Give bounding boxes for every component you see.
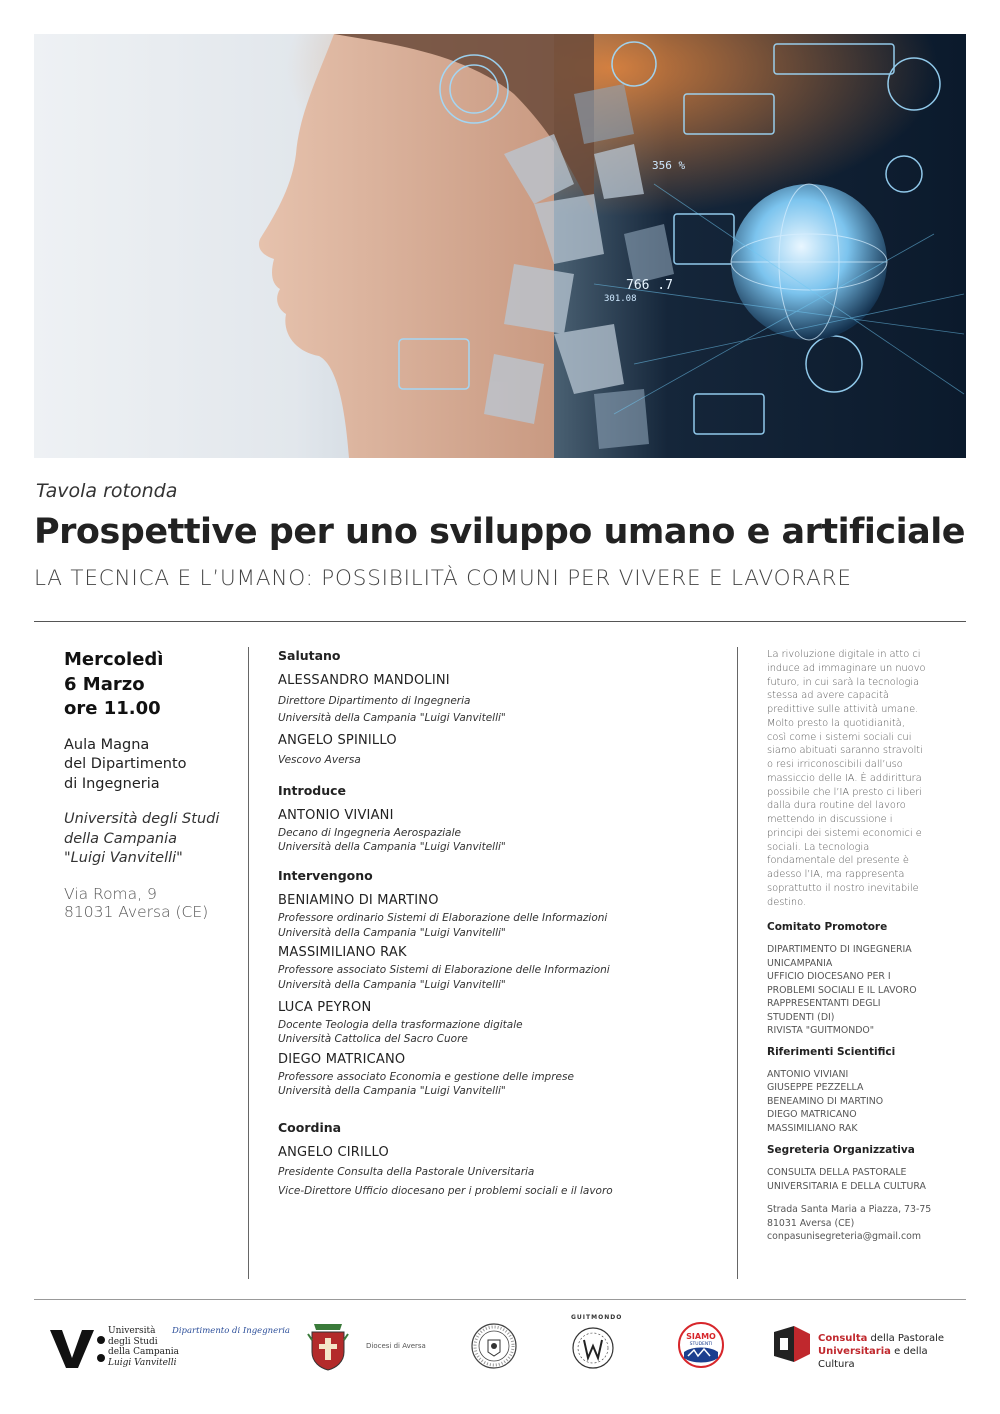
- page-title: Prospettive per uno sviluppo umano e artificiale: [34, 512, 965, 552]
- siamo-label: SIAMO: [686, 1332, 716, 1341]
- event-kicker: Tavola rotonda: [36, 480, 178, 502]
- speaker-role: Vice-Direttore Ufficio diocesano per i problemi sociali e il lavoro: [278, 1185, 613, 1197]
- column-divider-right: [737, 647, 738, 1279]
- consulta-word: Consulta: [818, 1333, 868, 1344]
- consulta-word: Universitaria: [818, 1346, 891, 1357]
- consulta-word: e della Cultura: [818, 1346, 928, 1370]
- intro-line: adesso l’IA, ma rappresenta: [767, 869, 905, 880]
- list-item: PROBLEMI SOCIALI E IL LAVORO: [767, 984, 917, 996]
- venue-line: di Ingegneria: [64, 775, 160, 792]
- list-item: RAPPRESENTANTI DEGLI: [767, 998, 881, 1010]
- intro-line: soprattutto il nostro inevitabile: [767, 882, 919, 894]
- speaker-name: ANTONIO VIVIANI: [278, 808, 394, 823]
- event-time: ore 11.00: [64, 698, 161, 719]
- list-item: DIPARTIMENTO DI INGEGNERIA: [767, 944, 912, 956]
- speaker-role: Professore ordinario Sistemi di Elaborazione delle Informazioni: [278, 912, 608, 924]
- contact-email[interactable]: conpasunisegreteria@gmail.com: [767, 1231, 921, 1243]
- event-day: Mercoledì: [64, 649, 164, 670]
- event-venue: [64, 736, 239, 795]
- speaker-role: Università della Campania "Luigi Vanvitelli": [278, 712, 506, 724]
- siamo-sub-label: STUDENTI: [689, 1342, 713, 1347]
- section-coordina: Coordina: [278, 1120, 342, 1135]
- hero-text-2: 766 .7: [626, 278, 673, 293]
- event-details: [64, 648, 239, 921]
- section-salutano: Salutano: [278, 648, 341, 663]
- logo-text-line: Luigi Vanvitelli: [108, 1357, 177, 1368]
- intro-line: così come i sistemi sociali cui: [767, 731, 912, 743]
- speaker-role: Docente Teologia della trasformazione digitale: [278, 1019, 523, 1031]
- list-item: CONSULTA DELLA PASTORALE: [767, 1167, 907, 1179]
- sidebar: [767, 648, 967, 1244]
- speaker-role: Professore associato Economia e gestione delle imprese: [278, 1071, 574, 1083]
- intro-line: futuro, in cui sarà la tecnologia: [767, 676, 920, 688]
- speaker-name: ANGELO SPINILLO: [278, 733, 397, 748]
- intro-line: destino.: [767, 896, 807, 908]
- intro-line: possibile che l’IA presto ci liberi: [767, 786, 922, 798]
- speaker-role: Decano di Ingegneria Aerospaziale: [278, 827, 461, 839]
- intro-line: principi dei sistemi economici e: [767, 827, 922, 839]
- intro-line: dalla dura routine del lavoro: [767, 800, 906, 812]
- intro-line: La rivoluzione digitale in atto ci: [767, 649, 921, 660]
- riferimenti-heading: Riferimenti Scientifici: [767, 1045, 896, 1058]
- speaker-name: LUCA PEYRON: [278, 1000, 372, 1015]
- contact-city: 81031 Aversa (CE): [767, 1217, 855, 1229]
- contact-info: [767, 1203, 967, 1244]
- divider-top: [34, 621, 966, 622]
- speaker-role: Professore associato Sistemi di Elaborazione delle Informazioni: [278, 964, 610, 976]
- intro-line: Molto presto la quotidianità,: [767, 717, 905, 729]
- consulta-word: della Pastorale: [867, 1333, 945, 1344]
- intro-line: massiccio delle IA. È addirittura: [767, 772, 922, 784]
- list-item: MASSIMILIANO RAK: [767, 1122, 858, 1134]
- hero-image: [34, 34, 966, 458]
- speaker-role: Vescovo Aversa: [278, 754, 361, 766]
- intro-line: sociali. La tecnologia: [767, 841, 870, 853]
- speaker-role: Università della Campania "Luigi Vanvitelli": [278, 841, 506, 853]
- speaker-role: Università della Campania "Luigi Vanvitelli": [278, 927, 506, 939]
- column-divider-left: [248, 647, 249, 1279]
- speaker-name: ANGELO CIRILLO: [278, 1145, 389, 1160]
- vanvitelli-logo-icon: [48, 1324, 108, 1372]
- speaker-role: Università della Campania "Luigi Vanvitelli": [278, 1085, 506, 1097]
- dipartimento-label: Dipartimento di Ingegneria: [172, 1326, 290, 1336]
- logo-text-line: della Campania: [108, 1347, 180, 1357]
- university-line: Università degli Studi: [64, 811, 220, 827]
- guitmondo-logo-icon: [568, 1320, 618, 1372]
- list-item: UNICAMPANIA: [767, 957, 833, 969]
- intro-line: mettendo in discussione i: [767, 814, 893, 825]
- consulta-line-2: [818, 1345, 966, 1371]
- list-item: DIEGO MATRICANO: [767, 1109, 857, 1121]
- event-when: [64, 648, 239, 722]
- diocesi-crest-icon: [306, 1320, 350, 1372]
- speaker-name: MASSIMILIANO RAK: [278, 945, 407, 960]
- footer-logos: [34, 1310, 966, 1390]
- venue-line: del Dipartimento: [64, 756, 187, 772]
- segreteria-heading: Segreteria Organizzativa: [767, 1144, 915, 1157]
- list-item: GIUSEPPE PEZZELLA: [767, 1082, 864, 1094]
- comitato-heading: Comitato Promotore: [767, 921, 888, 934]
- riferimenti-list: [767, 1068, 967, 1136]
- university-line: "Luigi Vanvitelli": [64, 850, 183, 866]
- speaker-role: Università Cattolica del Sacro Cuore: [278, 1033, 468, 1045]
- section-introduce: Introduce: [278, 783, 347, 798]
- consulta-label: [818, 1332, 966, 1371]
- intro-line: induce ad immaginare un nuovo: [767, 662, 926, 674]
- intro-paragraph: [767, 648, 967, 909]
- contact-address: Strada Santa Maria a Piazza, 73-75: [767, 1204, 932, 1216]
- event-address: [64, 885, 239, 921]
- list-item: RIVISTA "GUITMONDO": [767, 1025, 875, 1037]
- segreteria-list: [767, 1166, 967, 1193]
- event-date: 6 Marzo: [64, 673, 145, 695]
- intro-line: o resi irriconoscibili dall’uso: [767, 759, 903, 770]
- hero-text-1: 356 %: [652, 159, 686, 172]
- event-university: [64, 810, 239, 869]
- speaker-role: Direttore Dipartimento di Ingegneria: [278, 695, 471, 707]
- hero-illustration: [34, 34, 966, 458]
- intro-line: fondamentale del presente è: [767, 855, 909, 867]
- consulta-logo-icon: [772, 1324, 812, 1364]
- section-intervengono: Intervengono: [278, 868, 373, 883]
- venue-line: Aula Magna: [64, 736, 150, 753]
- list-item: UNIVERSITARIA E DELLA CULTURA: [767, 1180, 926, 1192]
- speaker-role: Presidente Consulta della Pastorale Universitaria: [278, 1166, 535, 1178]
- list-item: STUDENTI (DI): [767, 1011, 835, 1023]
- university-seal-icon: [470, 1322, 518, 1370]
- address-line: 81031 Aversa (CE): [64, 902, 209, 921]
- list-item: UFFICIO DIOCESANO PER I: [767, 971, 891, 983]
- comitato-list: [767, 943, 967, 1038]
- list-item: ANTONIO VIVIANI: [767, 1068, 849, 1080]
- logo-text-line: Università: [108, 1326, 156, 1336]
- speaker-name: ALESSANDRO MANDOLINI: [278, 673, 450, 688]
- siamo-studenti-logo-icon: [678, 1322, 724, 1368]
- speaker-name: BENIAMINO DI MARTINO: [278, 893, 439, 908]
- university-line: della Campania: [64, 830, 178, 847]
- guitmondo-label: GUITMONDO: [571, 1314, 623, 1321]
- vanvitelli-logo-text: [108, 1326, 179, 1368]
- speaker-name: DIEGO MATRICANO: [278, 1052, 406, 1067]
- page-subtitle: LA TECNICA E L’UMANO: POSSIBILITÀ COMUNI PER VIVERE E LAVORARE: [34, 566, 852, 591]
- list-item: BENEAMINO DI MARTINO: [767, 1095, 884, 1107]
- hero-text-3: 301.08: [604, 294, 637, 304]
- intro-line: stessa ad avere capacità: [767, 690, 889, 702]
- diocesi-label: Diocesi di Aversa: [366, 1342, 426, 1350]
- intro-line: predittive sulle attività umane.: [767, 704, 919, 715]
- intro-line: siamo abituati saranno stravolti: [767, 745, 923, 757]
- consulta-line-1: [818, 1332, 966, 1345]
- address-line: Via Roma, 9: [64, 884, 157, 903]
- logo-text-line: degli Studi: [108, 1336, 158, 1347]
- divider-bottom: [34, 1299, 966, 1300]
- speaker-role: Università della Campania "Luigi Vanvitelli": [278, 979, 506, 991]
